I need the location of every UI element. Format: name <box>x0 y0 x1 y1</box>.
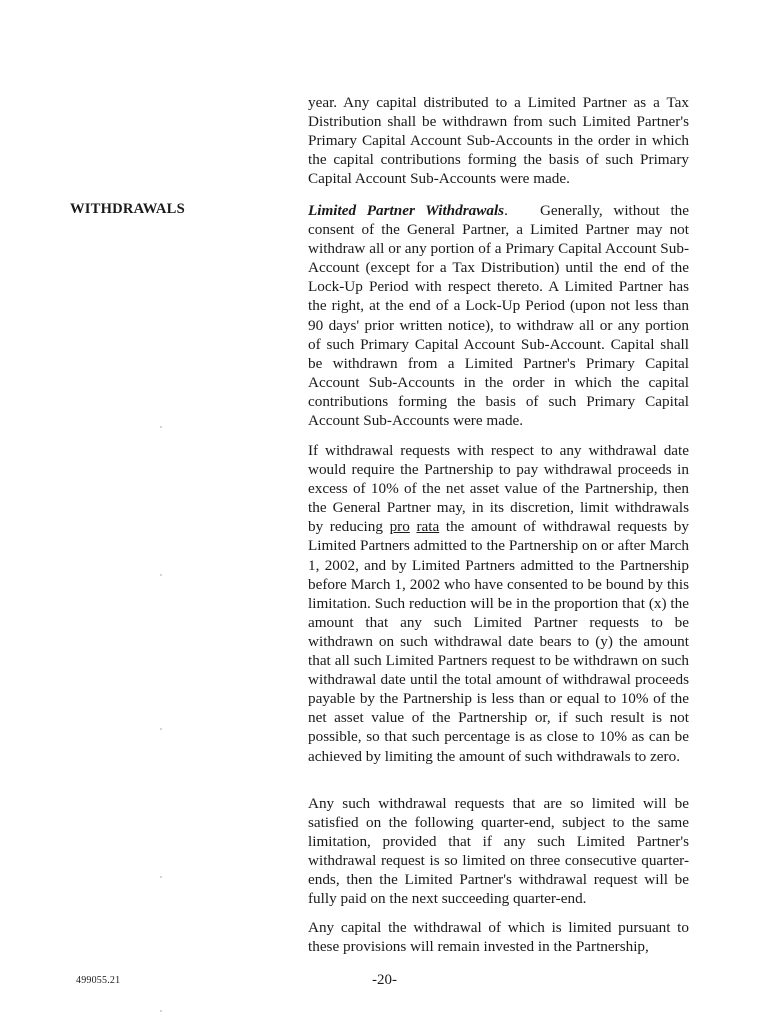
rata-term: rata <box>416 518 440 536</box>
section-heading-withdrawals: WITHDRAWALS <box>70 201 185 217</box>
run-in-heading: Limited Partner Withdrawals <box>308 202 505 219</box>
paragraph-capital-remains-invested <box>308 918 689 956</box>
paragraph-limited-partner-withdrawals <box>308 201 689 430</box>
paragraph-text-part-b: the amount of withdrawal requests by Limited Partners admitted to the Partnership on or after March 1, 2002, and by Limited Partners admitted to the Partnership before March 1, 2002 who have consented to be bound by this limitation. Such reduction will be in the proportion that (x) the amount that any such Limited Partner requests to be withdrawn on such withdrawal date bears to (y) the amount that all such Limited Partners request to be withdrawn on such withdrawal date until the total amount of withdrawal proceeds payable by the Partnership is less than or equal to 10% of the net asset value of the Partnership or, if such result is not possible, so that such percentage is as close to 10% as can be achieved by limiting the amount of such withdrawals to zero. <box>308 518 689 765</box>
scan-speck <box>160 426 162 428</box>
document-id: 499055.21 <box>76 975 121 986</box>
paragraph-limited-requests <box>308 794 689 909</box>
pro-term: pro <box>389 518 410 536</box>
paragraph-text: Generally, without the consent of the General Partner, a Limited Partner may not withdraw all or any portion of a Primary Capital Account Sub-Account (except for a Tax Distribution) until the end of the Lock-Up Period with respect thereto. A Limited Partner has the right, at the end of a Lock-Up Period (upon not less than 90 days' prior written notice), to withdraw all or any portion of such Primary Capital Account Sub-Account. Capital shall be withdrawn from a Limited Partner's Primary Capital Account Sub-Accounts in the order in which the capital contributions forming the basis of such Primary Capital Account Sub-Accounts were made. <box>308 202 690 430</box>
page-number: -20- <box>372 972 397 988</box>
paragraph-text: Any such withdrawal requests that are so limited will be satisfied on the following quarter-end, subject to the same limitation, provided that if any such Limited Partner's withdrawal request is so limited on three consecutive quarter-ends, then the Limited Partner's withdrawal request will be fully paid on the next succeeding quarter-end. <box>308 795 689 908</box>
run-in-period: . <box>504 202 508 219</box>
paragraph-tax-distribution-continued <box>308 93 689 188</box>
paragraph-text: Any capital the withdrawal of which is limited pursuant to these provisions will remain invested in the Partnership, <box>308 919 689 956</box>
scan-speck <box>160 574 162 576</box>
scan-speck <box>160 728 162 730</box>
scan-speck <box>160 1010 162 1012</box>
paragraph-withdrawal-limit <box>308 441 689 766</box>
paragraph-text: year. Any capital distributed to a Limited Partner as a Tax Distribution shall be withdrawn from such Limited Partner's Primary Capital Account Sub-Accounts in the order in which the capital contributions forming the basis of such Primary Capital Account Sub-Accounts were made. <box>308 94 689 188</box>
scan-speck <box>160 876 162 878</box>
paragraph-text-part-a: If withdrawal requests with respect to any withdrawal date would require the Partnership to pay withdrawal proceeds in excess of 10% of the net asset value of the Partnership, then the General Partner may, in its discretion, limit withdrawals by reducing <box>308 442 689 536</box>
